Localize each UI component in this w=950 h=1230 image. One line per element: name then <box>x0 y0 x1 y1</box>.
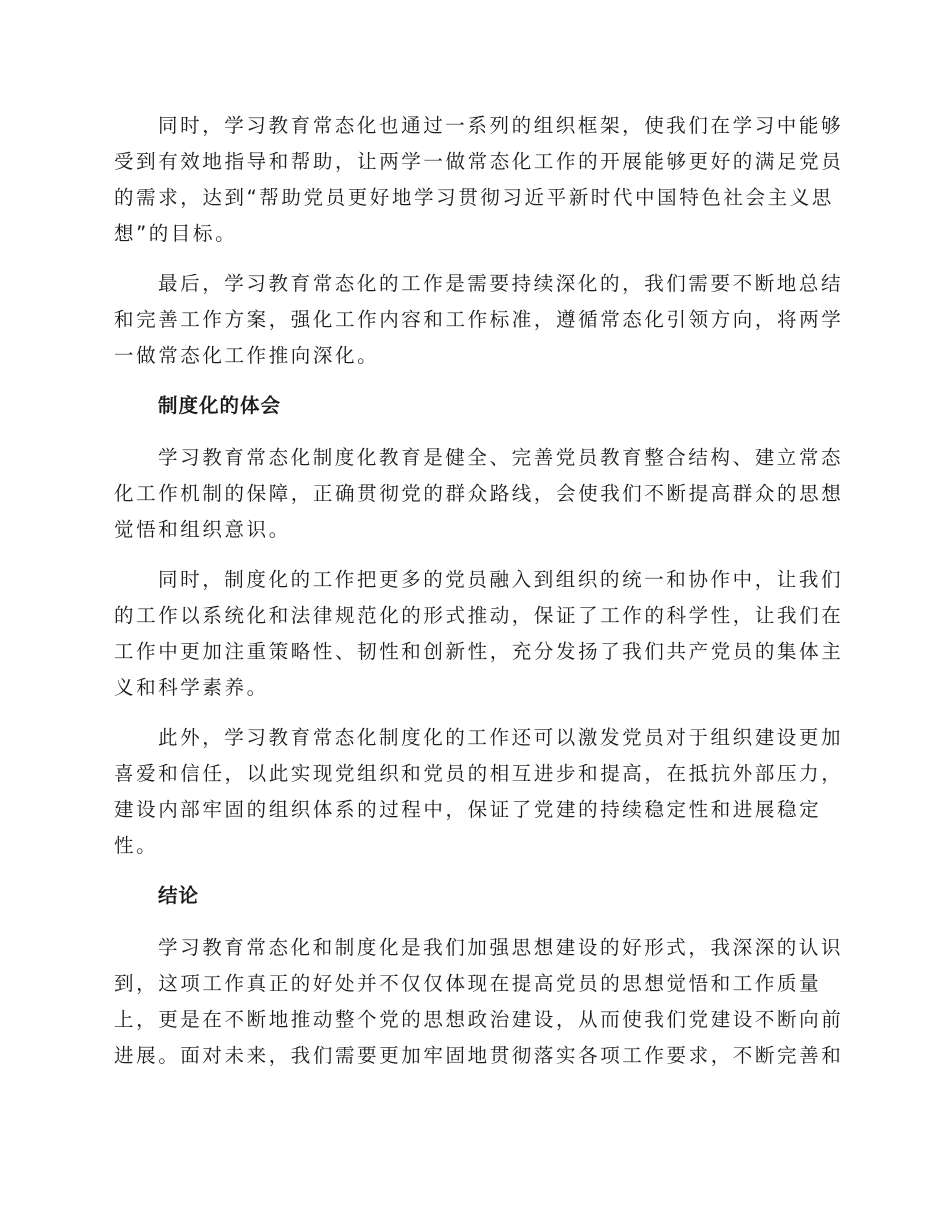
paragraph-line: 进展。面对未来，我们需要更加牢固地贯彻落实各项工作要求，不断完善和 <box>114 1044 844 1067</box>
paragraph-line: 最后，学习教育常态化的工作是需要持续深化的，我们需要不断地总结 <box>158 272 844 295</box>
paragraph-5 <box>114 720 844 864</box>
paragraph-line: 学习教育常态化和制度化是我们加强思想建设的好形式，我深深的认识 <box>158 936 844 959</box>
paragraph-line: 一做常态化工作推向深化。 <box>114 344 380 367</box>
paragraph-1 <box>114 108 844 252</box>
paragraph-line: 觉悟和组织意识。 <box>114 518 291 541</box>
paragraph-line: 同时，制度化的工作把更多的党员融入到组织的统一和协作中，让我们 <box>158 568 844 591</box>
document-body <box>114 108 844 1088</box>
paragraph-line: 此外，学习教育常态化制度化的工作还可以激发党员对于组织建设更加 <box>158 726 844 749</box>
paragraph-3 <box>114 440 844 548</box>
paragraph-line: 的需求，达到“帮助党员更好地学习贯彻习近平新时代中国特色社会主义思 <box>114 186 834 209</box>
paragraph-line: 义和科学素养。 <box>114 676 269 699</box>
section-heading-institutionalization: 制度化的体会 <box>158 394 282 417</box>
paragraph-line: 建设内部牢固的组织体系的过程中，保证了党建的持续稳定性和进展稳定 <box>114 798 822 821</box>
paragraph-line: 同时，学习教育常态化也通过一系列的组织框架，使我们在学习中能够 <box>158 114 844 137</box>
paragraph-2 <box>114 266 844 374</box>
paragraph-line: 化工作机制的保障，正确贯彻党的群众路线，会使我们不断提高群众的思想 <box>114 482 844 505</box>
paragraph-line: 受到有效地指导和帮助，让两学一做常态化工作的开展能够更好的满足党员 <box>114 150 844 173</box>
paragraph-4 <box>114 562 844 706</box>
paragraph-6 <box>114 930 844 1074</box>
paragraph-line: 上，更是在不断地推动整个党的思想政治建设，从而使我们党建设不断向前 <box>114 1008 844 1031</box>
paragraph-line: 想”的目标。 <box>114 222 238 245</box>
paragraph-line: 学习教育常态化制度化教育是健全、完善党员教育整合结构、建立常态 <box>158 446 844 469</box>
paragraph-line: 喜爱和信任，以此实现党组织和党员的相互进步和提高，在抵抗外部压力， <box>114 762 844 785</box>
paragraph-line: 的工作以系统化和法律规范化的形式推动，保证了工作的科学性，让我们在 <box>114 604 844 627</box>
paragraph-line: 和完善工作方案，强化工作内容和工作标准，遵循常态化引领方向，将两学 <box>114 308 844 331</box>
paragraph-line: 性。 <box>114 834 159 857</box>
paragraph-line: 到，这项工作真正的好处并不仅仅体现在提高党员的思想觉悟和工作质量 <box>114 972 822 995</box>
section-heading-conclusion: 结论 <box>158 884 200 907</box>
paragraph-line: 工作中更加注重策略性、韧性和创新性，充分发扬了我们共产党员的集体主 <box>114 640 844 663</box>
